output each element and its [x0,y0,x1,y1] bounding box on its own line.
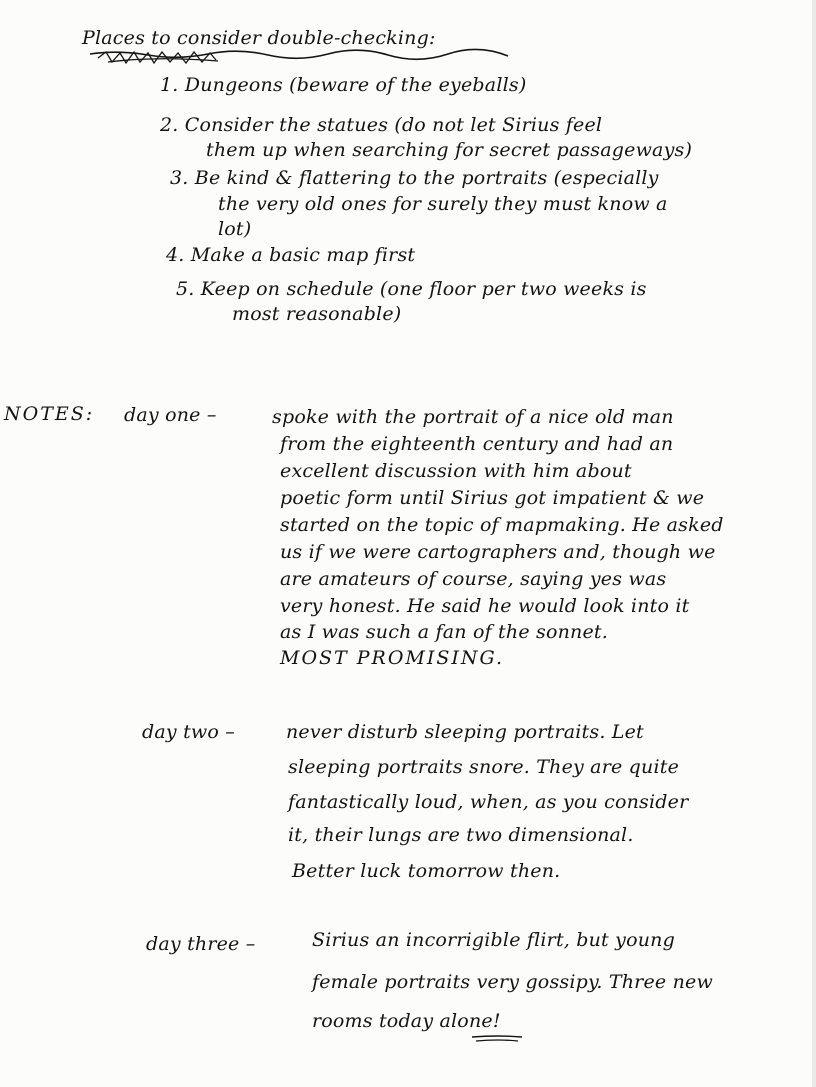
day-one-line-6: us if we were cartographers and, though we [280,541,716,563]
list-item-4: 4. Make a basic map first [166,244,416,266]
day-two-line-1: never disturb sleeping portraits. Let [286,721,644,743]
day-three-label: day three – [146,933,256,955]
day-one-line-9: as I was such a fan of the sonnet. [280,621,609,643]
day-one-line-7: are amateurs of course, saying yes was [280,568,667,590]
day-one-line-4: poetic form until Sirius got impatient & we [280,487,705,509]
day-two-line-4: it, their lungs are two dimensional. [288,824,634,846]
alone-underline [470,1034,526,1044]
page-heading: Places to consider double-checking: [82,27,436,49]
list-item-2-line-2: them up when searching for secret passageways) [206,139,693,161]
day-one-line-1: spoke with the portrait of a nice old man [272,406,674,428]
day-one-line-10: MOST PROMISING. [280,647,505,669]
day-two-line-3: fantastically loud, when, as you consider [288,791,689,813]
list-item-3-line-2: the very old ones for surely they must know a [218,193,668,215]
day-two-line-2: sleeping portraits snore. They are quite [288,756,680,778]
day-one-label: day one – [124,404,217,426]
day-one-line-3: excellent discussion with him about [280,460,632,482]
day-two-label: day two – [142,721,235,743]
list-item-5-line-2: most reasonable) [232,303,402,325]
list-item-2: 2. Consider the statues (do not let Sirius feel [160,114,603,136]
day-one-line-2: from the eighteenth century and had an [280,433,674,455]
list-item-5: 5. Keep on schedule (one floor per two weeks is [176,278,647,300]
page-edge [812,0,816,1087]
day-one-line-5: started on the topic of mapmaking. He asked [280,514,724,536]
day-three-line-2: female portraits very gossipy. Three new [312,971,713,993]
list-item-3-line-3: lot) [218,218,252,240]
day-three-line-3: rooms today alone! [312,1010,501,1032]
day-one-line-8: very honest. He said he would look into it [280,595,690,617]
list-item-1: 1. Dungeons (beware of the eyeballs) [160,74,527,96]
list-item-3: 3. Be kind & flattering to the portraits (especially [170,167,659,189]
day-three-line-1: Sirius an incorrigible flirt, but young [312,929,675,951]
scribble-underline [88,48,518,70]
notes-label: NOTES: [4,403,95,425]
day-two-line-5: Better luck tomorrow then. [292,860,561,882]
